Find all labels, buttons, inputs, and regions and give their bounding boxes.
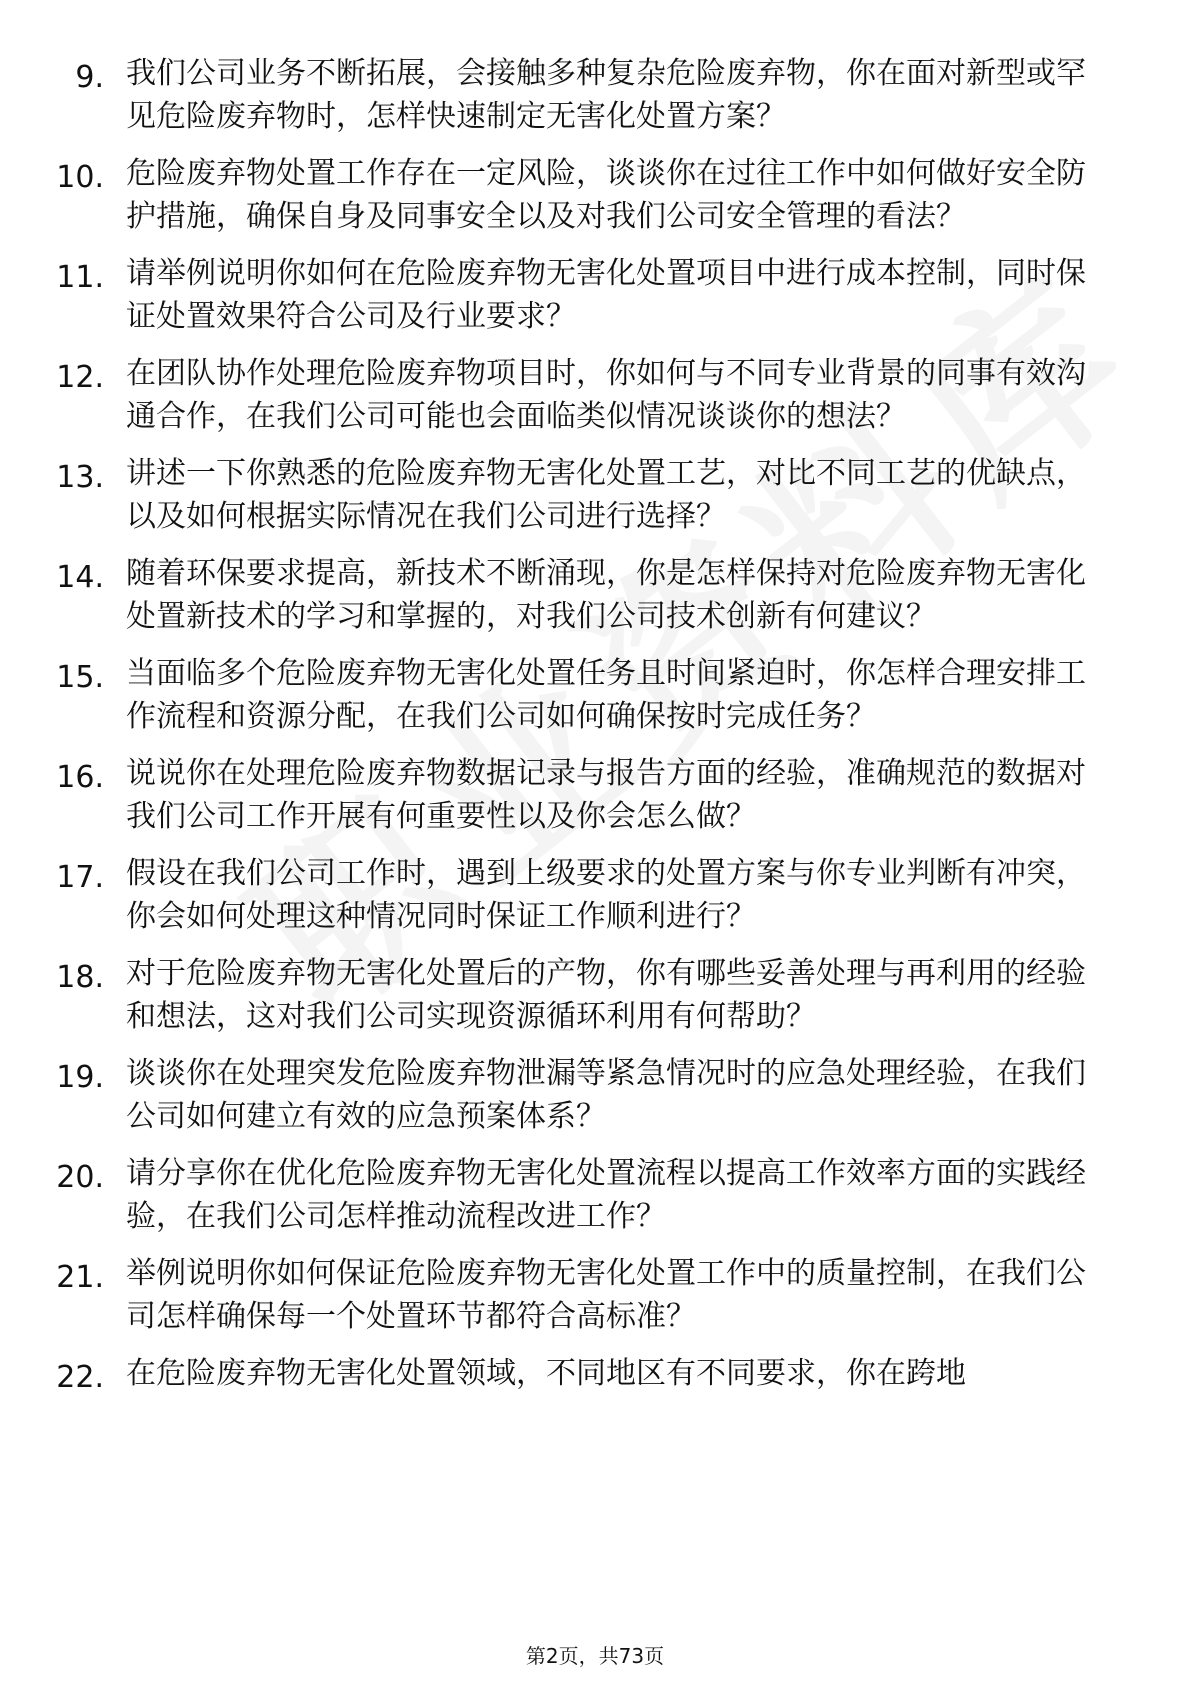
question-number: 9. (75, 60, 104, 95)
list-item (0, 452, 1190, 538)
question-text: 请举例说明你如何在危险废弃物无害化处置项目中进行成本控制，同时保证处置效果符合公司及行业要求？ (126, 256, 1086, 334)
question-number: 12. (56, 360, 104, 395)
question-text: 在团队协作处理危险废弃物项目时，你如何与不同专业背景的同事有效沟通合作，在我们公司可能也会面临类似情况谈谈你的想法？ (126, 356, 1086, 434)
question-text: 假设在我们公司工作时，遇到上级要求的处置方案与你专业判断有冲突，你会如何处理这种情况同时保证工作顺利进行？ (126, 856, 1086, 934)
list-item (0, 1352, 1190, 1395)
question-text: 请分享你在优化危险废弃物无害化处置流程以提高工作效率方面的实践经验，在我们公司怎样推动流程改进工作？ (126, 1156, 1086, 1234)
question-number: 16. (56, 760, 104, 795)
question-text: 随着环保要求提高，新技术不断涌现，你是怎样保持对危险废弃物无害化处置新技术的学习和掌握的，对我们公司技术创新有何建议？ (126, 556, 1086, 634)
list-item (0, 252, 1190, 338)
question-number: 10. (56, 160, 104, 195)
list-item (0, 352, 1190, 438)
question-number: 21. (56, 1260, 104, 1295)
question-text: 我们公司业务不断拓展，会接触多种复杂危险废弃物，你在面对新型或罕见危险废弃物时，怎样快速制定无害化处置方案？ (126, 56, 1086, 134)
question-text: 谈谈你在处理突发危险废弃物泄漏等紧急情况时的应急处理经验，在我们公司如何建立有效的应急预案体系？ (126, 1056, 1086, 1134)
list-item (0, 1152, 1190, 1238)
question-number: 11. (56, 260, 104, 295)
question-text: 在危险废弃物无害化处置领域，不同地区有不同要求，你在跨地 (126, 1356, 966, 1391)
list-item (0, 952, 1190, 1038)
question-text: 当面临多个危险废弃物无害化处置任务且时间紧迫时，你怎样合理安排工作流程和资源分配，在我们公司如何确保按时完成任务？ (126, 656, 1086, 734)
question-number: 19. (56, 1060, 104, 1095)
list-item (0, 852, 1190, 938)
question-list (0, 52, 1190, 1409)
page-indicator: 第2页，共73页 (525, 1644, 665, 1668)
list-item (0, 1052, 1190, 1138)
question-number: 17. (56, 860, 104, 895)
question-number: 13. (56, 460, 104, 495)
question-text: 举例说明你如何保证危险废弃物无害化处置工作中的质量控制，在我们公司怎样确保每一个处置环节都符合高标准？ (126, 1256, 1086, 1334)
question-text: 对于危险废弃物无害化处置后的产物，你有哪些妥善处理与再利用的经验和想法，这对我们公司实现资源循环利用有何帮助？ (126, 956, 1086, 1034)
list-item (0, 652, 1190, 738)
question-number: 15. (56, 660, 104, 695)
list-item (0, 552, 1190, 638)
question-number: 20. (56, 1160, 104, 1195)
question-number: 18. (56, 960, 104, 995)
question-text: 危险废弃物处置工作存在一定风险，谈谈你在过往工作中如何做好安全防护措施，确保自身及同事安全以及对我们公司安全管理的看法？ (126, 156, 1086, 234)
list-item (0, 752, 1190, 838)
list-item (0, 1252, 1190, 1338)
question-number: 22. (56, 1360, 104, 1395)
question-text: 讲述一下你熟悉的危险废弃物无害化处置工艺，对比不同工艺的优缺点，以及如何根据实际情况在我们公司进行选择？ (126, 456, 1086, 534)
list-item (0, 152, 1190, 238)
list-item (0, 52, 1190, 138)
question-number: 14. (56, 560, 104, 595)
question-text: 说说你在处理危险废弃物数据记录与报告方面的经验，准确规范的数据对我们公司工作开展有何重要性以及你会怎么做？ (126, 756, 1086, 834)
